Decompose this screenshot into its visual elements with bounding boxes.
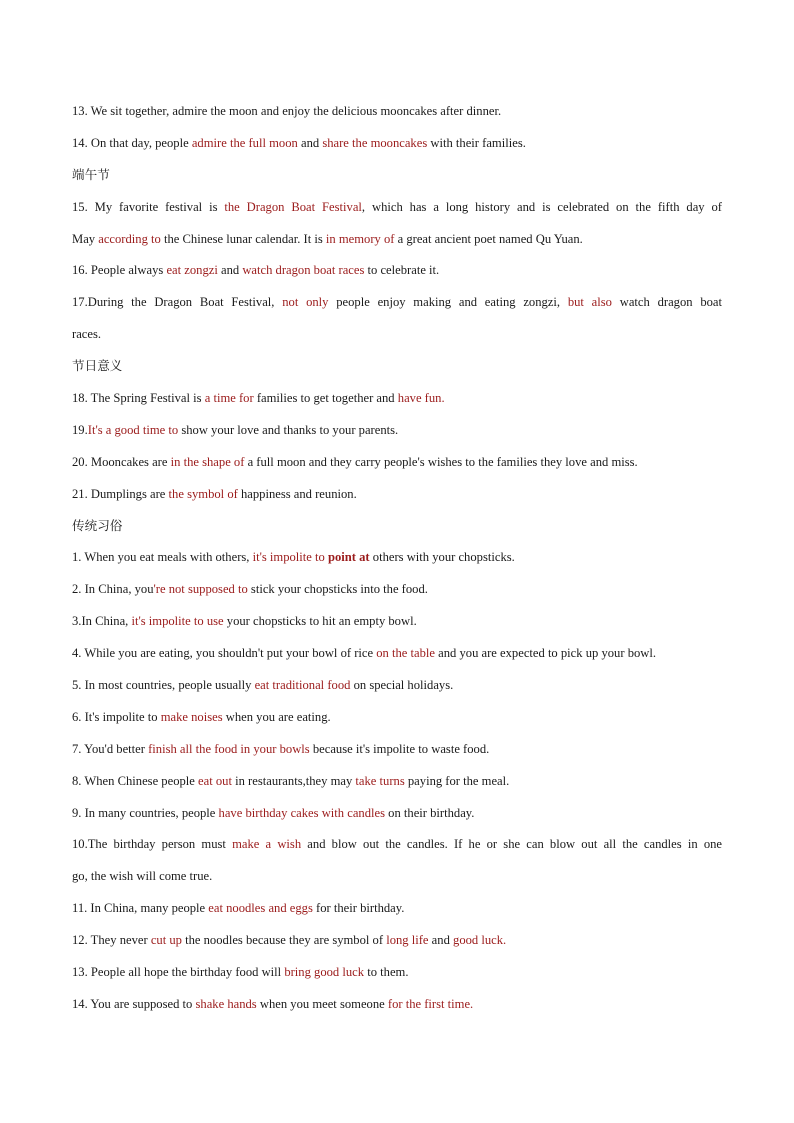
text-run: show your love and thanks to your parents. xyxy=(178,422,399,437)
text-run: 18. The Spring Festival is xyxy=(72,391,205,406)
text-run: to celebrate it. xyxy=(364,263,440,278)
highlighted-phrase: eat traditional food xyxy=(254,678,351,693)
highlighted-phrase: finish all the food in your bowls xyxy=(148,741,310,756)
highlighted-phrase: point at xyxy=(327,550,370,565)
text-run: the noodles because they are symbol of xyxy=(181,933,387,948)
text-run: 7. You'd better xyxy=(72,741,149,756)
text-line xyxy=(72,640,722,672)
highlighted-phrase: it's impolite to use xyxy=(131,614,224,629)
section-heading xyxy=(72,513,722,545)
text-run: 端午节 xyxy=(72,166,110,182)
text-line xyxy=(72,481,722,513)
text-run: and xyxy=(297,135,323,150)
text-line xyxy=(72,385,722,417)
text-run: 13. People all hope the birthday food will xyxy=(72,965,285,980)
text-run: 10.The birthday person must xyxy=(72,837,233,852)
text-run: 20. Mooncakes are xyxy=(72,454,171,469)
text-run: with their families. xyxy=(427,135,526,150)
highlighted-phrase: cut up xyxy=(150,933,182,948)
highlighted-phrase: but also xyxy=(567,295,612,310)
highlighted-phrase: watch dragon boat races xyxy=(242,263,365,278)
text-run: 15. My favorite festival is xyxy=(72,199,225,214)
highlighted-phrase: good luck. xyxy=(453,933,507,948)
text-run: happiness and reunion. xyxy=(237,486,357,501)
text-run: races. xyxy=(72,327,102,342)
highlighted-phrase: it's impolite to xyxy=(252,550,328,565)
text-line xyxy=(72,289,722,321)
text-run: to them. xyxy=(364,965,409,980)
highlighted-phrase: the Dragon Boat Festival xyxy=(224,199,362,214)
text-run: 1. When you eat meals with others, xyxy=(72,550,253,565)
highlighted-phrase: have fun. xyxy=(397,391,445,406)
text-run: 17.During the Dragon Boat Festival, xyxy=(72,295,283,310)
highlighted-phrase: in the shape of xyxy=(170,454,245,469)
text-run: paying for the meal. xyxy=(404,773,510,788)
highlighted-phrase: according to xyxy=(98,231,161,246)
text-line xyxy=(72,130,722,162)
highlighted-phrase: make noises xyxy=(160,709,223,724)
text-run: the Chinese lunar calendar. It is xyxy=(160,231,326,246)
highlighted-phrase: bring good luck xyxy=(284,965,365,980)
text-line xyxy=(72,959,722,991)
text-run: because it's impolite to waste food. xyxy=(309,741,490,756)
highlighted-phrase: not only xyxy=(282,295,329,310)
text-run: people enjoy making and eating zongzi, xyxy=(328,295,568,310)
text-line xyxy=(72,672,722,704)
text-run: when you are eating. xyxy=(222,709,331,724)
highlighted-phrase: eat zongzi xyxy=(166,263,218,278)
highlighted-phrase: in memory of xyxy=(325,231,395,246)
text-run: a full moon and they carry people's wishes to the families they love and miss. xyxy=(244,454,638,469)
highlighted-phrase: eat out xyxy=(198,773,232,788)
text-run: 14. You are supposed to xyxy=(72,996,196,1011)
text-run: 11. In China, many people xyxy=(72,901,209,916)
text-run: others with your chopsticks. xyxy=(369,550,515,565)
text-run: 8. When Chinese people xyxy=(72,773,199,788)
text-run: in restaurants,they may xyxy=(231,773,356,788)
text-line xyxy=(72,226,722,258)
text-run: 6. It's impolite to xyxy=(72,709,161,724)
text-line xyxy=(72,736,722,768)
text-line xyxy=(72,704,722,736)
text-line xyxy=(72,544,722,576)
text-line xyxy=(72,98,722,130)
text-run: your chopsticks to hit an empty bowl. xyxy=(223,614,417,629)
text-run: and blow out the candles. If he or she can blow out all the candles in one xyxy=(301,837,723,852)
highlighted-phrase: make a wish xyxy=(232,837,302,852)
text-line xyxy=(72,831,722,863)
text-line xyxy=(72,417,722,449)
text-run: 3.In China, xyxy=(72,614,132,629)
highlighted-phrase: It's a good time to xyxy=(87,422,179,437)
highlighted-phrase: share the mooncakes xyxy=(322,135,428,150)
text-line xyxy=(72,768,722,800)
highlighted-phrase: a time for xyxy=(204,391,254,406)
text-run: on their birthday. xyxy=(385,805,475,820)
text-line xyxy=(72,449,722,481)
text-run: 13. We sit together, admire the moon and enjoy the delicious mooncakes after dinner. xyxy=(72,104,502,118)
text-run: watch dragon boat xyxy=(611,295,723,310)
text-run: 5. In most countries, people usually xyxy=(72,678,255,693)
text-run: 21. Dumplings are xyxy=(72,486,169,501)
highlighted-phrase: 're not supposed to xyxy=(153,582,248,597)
highlighted-phrase: shake hands xyxy=(195,996,257,1011)
text-line xyxy=(72,194,722,226)
highlighted-phrase: admire the full moon xyxy=(191,135,298,150)
text-run: and xyxy=(217,263,243,278)
text-run: a great ancient poet named Qu Yuan. xyxy=(394,231,583,246)
document-page xyxy=(72,98,722,1023)
text-run: 19. xyxy=(72,422,88,437)
text-line xyxy=(72,321,722,353)
highlighted-phrase: eat noodles and eggs xyxy=(208,901,313,916)
highlighted-phrase: have birthday cakes with candles xyxy=(218,805,386,820)
text-run: when you meet someone xyxy=(256,996,388,1011)
text-run: on special holidays. xyxy=(350,678,454,693)
text-run: 16. People always xyxy=(72,263,167,278)
text-run: May xyxy=(72,231,99,246)
highlighted-phrase: for the first time. xyxy=(387,996,474,1011)
text-run: , which has a long history and is celebrated on the fifth day of xyxy=(361,199,722,214)
text-line xyxy=(72,863,722,895)
text-run: and xyxy=(428,933,454,948)
highlighted-phrase: on the table xyxy=(376,646,435,661)
text-run: go, the wish will come true. xyxy=(72,869,213,884)
text-run: 2. In China, you xyxy=(72,582,154,597)
text-line xyxy=(72,576,722,608)
text-run: 4. While you are eating, you shouldn't put your bowl of rice xyxy=(72,646,377,661)
text-run: 14. On that day, people xyxy=(72,135,192,150)
section-heading xyxy=(72,162,722,194)
text-run: 12. They never xyxy=(72,933,151,948)
highlighted-phrase: take turns xyxy=(355,773,405,788)
text-line xyxy=(72,927,722,959)
highlighted-phrase: long life xyxy=(386,933,429,948)
text-line xyxy=(72,991,722,1023)
text-run: for their birthday. xyxy=(312,901,405,916)
text-run: families to get together and xyxy=(253,391,398,406)
text-run: 节日意义 xyxy=(72,358,123,374)
text-run: 9. In many countries, people xyxy=(72,805,219,820)
text-line xyxy=(72,800,722,832)
text-run: and you are expected to pick up your bowl. xyxy=(435,646,657,661)
section-heading xyxy=(72,353,722,385)
text-run: 传统习俗 xyxy=(72,517,123,533)
highlighted-phrase: the symbol of xyxy=(168,486,238,501)
text-line xyxy=(72,257,722,289)
text-run: stick your chopsticks into the food. xyxy=(247,582,428,597)
text-line xyxy=(72,895,722,927)
text-line xyxy=(72,608,722,640)
